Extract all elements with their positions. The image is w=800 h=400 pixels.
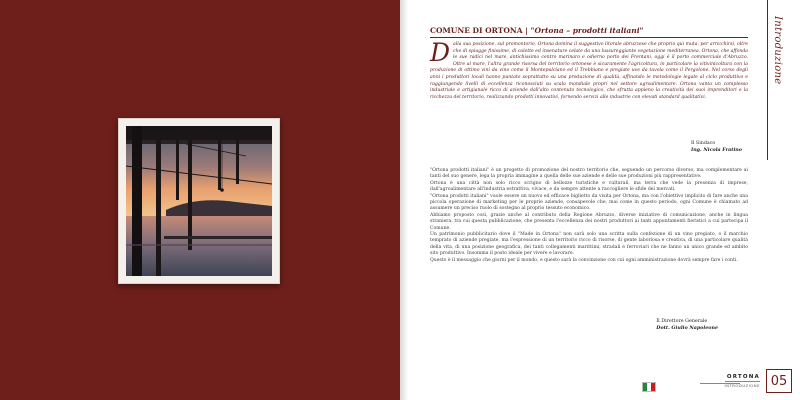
- intro-text-block: [430, 38, 748, 101]
- body-paragraph: "Ortona prodotti italiani" è un progetto di promozione del nostro territorio che, seguendo un percorso diverso, ma complementare ai tanti del suo genere, lega la propria immagine a quella delle sue aziende e delle sue produzioni più rappresentative.: [430, 168, 748, 180]
- pier-sunset-photo: [126, 126, 272, 276]
- mayor-signature: [691, 140, 742, 154]
- director-signature: [656, 318, 718, 332]
- right-page: [400, 0, 800, 400]
- italian-flag-icon: [642, 382, 656, 392]
- director-name: Dott. Giulio Napoleone: [656, 325, 718, 331]
- section-side-tab: [767, 0, 790, 160]
- mayor-name: Ing. Nicola Fratino: [690, 147, 742, 153]
- body-paragraph: Un patrimonio pubblicitario dove il "Made in Ortona" non sarà solo una scritta sulla confezione di un vino pregiato, o il marchio temprato di aziende pregiate, ma l'espressione di un territorio ricco di risorse, di gente laboriosa e creativa, di una particolare qualità della vita, di una posizione geografica, dei tanti collegamenti marittimi, stradali e ferroviari che ne fanno un unico grande ed ambito sito produttivo. Insomma il posto ideale per vivere e lavorare.: [430, 232, 748, 257]
- photo-frame: [118, 118, 280, 284]
- body-text-block: [430, 168, 748, 264]
- intro-paragraph: alla sua posizione, sul promontorio, Ortona domina il suggestivo litorale abruzzese che proprio qui muta, per arricchirsi, oltre che di spiagge finissime, di calette ed insenature celate da una lussureggiante vegetazione mediterranea. Ortona, che affonda le sue radici nel mare, antichissimo centro marinaro e odierno porto dei Frentani, oggi è il porto commerciale d'Abruzzo. Oltre al mare, l'altra grande risorsa del territorio ortonese è sicuramente l'agricoltura, in particolare la vitivinicoltura con la produzione di ottimo vini da vino come il Montepulciano ed il Trebbiano e pregiate uve da tavola come il Pergolone. Nel corso degli anni i produttori locali hanno puntato soprattutto su una produzione di qualità, affinando le metodologie legate al ciclo produttivo e raggiungendo livelli di eccellenza riconosciuti su scala mondiale propri nel settore agroalimentare. Ortona vanta un complesso industriale e artigianale ricco di aziende dall'alto contenuto tecnologico, che sfrutta appieno la creatività dei suoi imprenditori e la ricchezza del territorio, realizzando prodotti innovativi, fornendo servizi alle industrie con elevati standard qualitativi.: [430, 42, 748, 100]
- heading-subtitle: "Ortona – prodotti italiani": [530, 26, 644, 35]
- body-paragraph: Questo è il messaggio che giorni per il mondo, e questo sarà la convinzione con cui ogni amministrazione dovrà sempre fare i conti.: [430, 257, 738, 263]
- page-number: 05: [766, 369, 792, 393]
- mayor-role: Il Sindaco: [690, 141, 716, 146]
- section-label: Introduzione: [772, 16, 783, 85]
- heading-brand: COMUNE DI ORTONA |: [430, 26, 528, 35]
- director-role: Il Direttore Generale: [656, 319, 708, 324]
- body-paragraph: Ortona è una città non solo ricco scrigno di bellezze turistiche e culturali, ma terra che vede la presenza di imprese, dall'agroalimentare all'industria estrattiva, vivace, e da sempre attente a raccogliere le sfide dei mercati.: [430, 180, 748, 193]
- heading-rule: [430, 37, 748, 38]
- footer-subtitle: INTRODUZIONE: [724, 383, 760, 388]
- footer-brand: [725, 374, 761, 388]
- body-paragraph: Abbiamo proposto così, grazie anche al contributo della Regione Abruzzo, diverse iniziative di comunicazione, anche in lingua straniera, tra cui questa pubblicazione, che presenta l'eccellenza dei nostri produttori ai tanti appuntamenti fieristici a cui partecipa il Comune.: [430, 212, 748, 231]
- page-heading: [430, 26, 643, 35]
- footer-title: ORTONA: [726, 374, 760, 380]
- drop-cap: D: [430, 38, 451, 67]
- body-paragraph: "Ortona prodotti italiani" vuole essere un nuovo ed efficace biglietto da visita per Ortona, ma con l'obiettivo implicito di fare anche una piccola operazione di marketing per le proprie aziende, consapevole che, mai come in questo periodo, ogni Comune è chiamato ad assumere un preciso ruolo di sostegno al proprio tessuto economico.: [430, 193, 748, 212]
